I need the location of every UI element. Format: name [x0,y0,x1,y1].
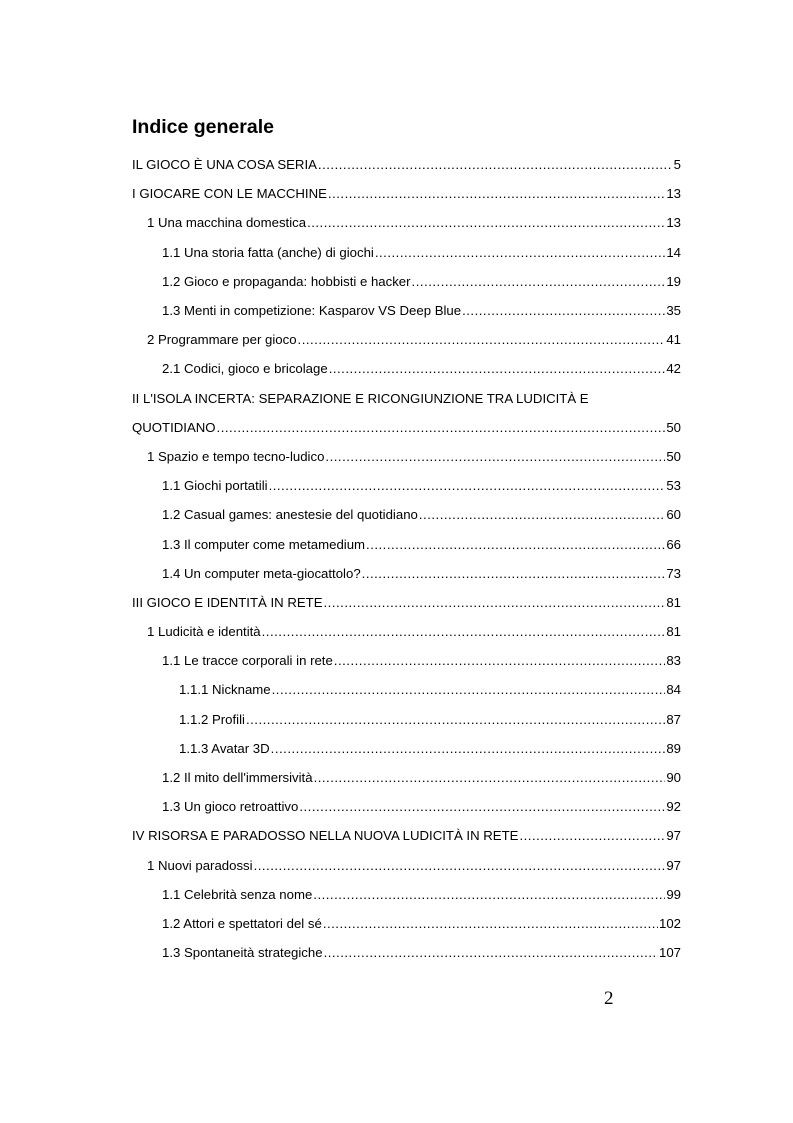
toc-heading: Indice generale [132,116,274,138]
toc-entry-page: 14 [666,244,681,260]
toc-entry-page: 97 [666,857,681,873]
toc-entry-label: 1.2 Il mito dell'immersività [162,770,313,786]
toc-entry-label: I GIOCARE CON LE MACCHINE [132,186,327,202]
toc-entry-label: 1.3 Il computer come metamedium [162,536,366,552]
toc-entry-label: 1 Spazio e tempo tecno-ludico [147,448,325,464]
toc-entry-page: 5 [673,157,681,173]
toc-dot-leader [217,420,666,435]
toc-dot-leader [271,741,666,756]
toc-dot-leader [325,449,665,464]
toc-entry-label: 1.2 Casual games: anestesie del quotidiano [162,507,418,523]
toc-entry-page: 92 [666,799,681,815]
toc-entry-page: 66 [666,536,681,552]
toc-dot-leader [519,828,665,843]
toc-dot-leader [323,916,658,931]
toc-dot-leader [269,478,666,493]
toc-entry-label: 1 Nuovi paradossi [147,857,253,873]
toc-dot-leader [412,274,666,289]
toc-entry-page: 83 [666,653,681,669]
toc-dot-leader [254,858,666,873]
toc-entry-page: 89 [666,740,681,756]
toc-entry-page: 35 [666,303,681,319]
toc-entry-page: 81 [666,624,681,640]
toc-dot-leader [419,507,665,522]
toc-dot-leader [324,595,666,610]
toc-entry[interactable] [132,734,681,763]
toc-entry-page: 50 [666,448,681,464]
toc-entry-label: 2 Programmare per gioco [147,332,297,348]
table-of-contents [132,150,681,967]
toc-entry-label: 1 Ludicità e identità [147,624,261,640]
toc-entry-label: 1.1 Giochi portatili [162,478,268,494]
toc-dot-leader [324,945,658,960]
toc-entry[interactable] [132,267,681,296]
toc-dot-leader [375,245,665,260]
toc-entry-page: 102 [658,915,681,931]
toc-entry-label: 1.1.3 Avatar 3D [179,740,270,756]
toc-entry-page: 41 [666,332,681,348]
toc-entry[interactable] [132,938,681,967]
toc-entry[interactable] [132,179,681,208]
page-number: 2 [604,988,614,1009]
toc-entry-label: 1.1.2 Profili [179,711,245,727]
toc-entry-label: III GIOCO E IDENTITÀ IN RETE [132,594,323,610]
toc-entry-page: 107 [658,945,681,961]
toc-entry-label: 1.1 Una storia fatta (anche) di giochi [162,244,374,260]
toc-dot-leader [362,566,666,581]
toc-entry[interactable] [132,851,681,880]
toc-entry[interactable] [132,442,681,471]
toc-entry[interactable] [132,384,681,413]
toc-entry[interactable] [132,821,681,850]
toc-dot-leader [307,215,665,230]
toc-dot-leader [313,887,665,902]
toc-entry-label: 1.1 Celebrità senza nome [162,886,313,902]
toc-entry[interactable] [132,559,681,588]
toc-entry-label: 1.1.1 Nickname [179,682,271,698]
toc-dot-leader [272,682,666,697]
toc-entry-label: 1.2 Gioco e propaganda: hobbisti e hacker [162,273,411,289]
toc-entry-page: 19 [666,273,681,289]
toc-dot-leader [314,770,666,785]
toc-dot-leader [318,157,673,172]
toc-dot-leader [328,186,665,201]
toc-dot-leader [334,653,666,668]
toc-entry-label: IL GIOCO È UNA COSA SERIA [132,157,317,173]
toc-entry-page: 13 [666,215,681,231]
toc-entry[interactable] [132,792,681,821]
toc-entry-page: 13 [666,186,681,202]
toc-entry-page: 50 [666,419,681,435]
toc-entry-page: 81 [666,594,681,610]
toc-entry[interactable] [132,208,681,237]
toc-dot-leader [298,332,666,347]
toc-entry-label: 1.2 Attori e spettatori del sé [162,915,322,931]
toc-entry[interactable] [132,880,681,909]
toc-entry-label: 1.3 Menti in competizione: Kasparov VS Deep Blue [162,303,462,319]
toc-entry-label: 1.4 Un computer meta-giocattolo? [162,565,361,581]
toc-entry-page: 99 [666,886,681,902]
toc-entry-label: 1.3 Spontaneità strategiche [162,945,323,961]
toc-dot-leader [329,361,666,376]
toc-entry[interactable] [132,296,681,325]
toc-entry-page: 90 [666,770,681,786]
toc-entry[interactable] [132,413,681,442]
toc-entry-label: 1 Una macchina domestica [147,215,307,231]
toc-dot-leader [366,537,665,552]
toc-entry[interactable] [132,150,681,179]
toc-entry-page: 53 [666,478,681,494]
toc-dot-leader [262,624,666,639]
toc-entry-label: 1.3 Un gioco retroattivo [162,799,299,815]
toc-entry[interactable] [132,617,681,646]
toc-entry[interactable] [132,354,681,383]
toc-entry-page: 42 [666,361,681,377]
toc-entry[interactable] [132,705,681,734]
toc-entry[interactable] [132,646,681,675]
toc-dot-leader [246,712,665,727]
toc-dot-leader [462,303,665,318]
toc-entry-label: 2.1 Codici, gioco e bricolage [162,361,328,377]
toc-entry-label: II L'ISOLA INCERTA: SEPARAZIONE E RICONGIUNZIONE TRA LUDICITÀ E [132,390,589,406]
toc-entry[interactable] [132,325,681,354]
toc-entry[interactable] [132,529,681,558]
toc-entry-label: QUOTIDIANO [132,419,216,435]
toc-entry-label: 1.1 Le tracce corporali in rete [162,653,333,669]
toc-entry[interactable] [132,471,681,500]
toc-entry[interactable] [132,909,681,938]
toc-entry-page: 60 [666,507,681,523]
toc-entry[interactable] [132,238,681,267]
toc-entry-page: 97 [666,828,681,844]
toc-entry-page: 87 [666,711,681,727]
toc-entry[interactable] [132,763,681,792]
toc-entry-label: IV RISORSA E PARADOSSO NELLA NUOVA LUDICITÀ IN RETE [132,828,519,844]
toc-entry[interactable] [132,500,681,529]
toc-entry-page: 84 [666,682,681,698]
toc-entry-page: 73 [666,565,681,581]
toc-entry[interactable] [132,675,681,704]
toc-dot-leader [299,799,665,814]
toc-entry[interactable] [132,588,681,617]
